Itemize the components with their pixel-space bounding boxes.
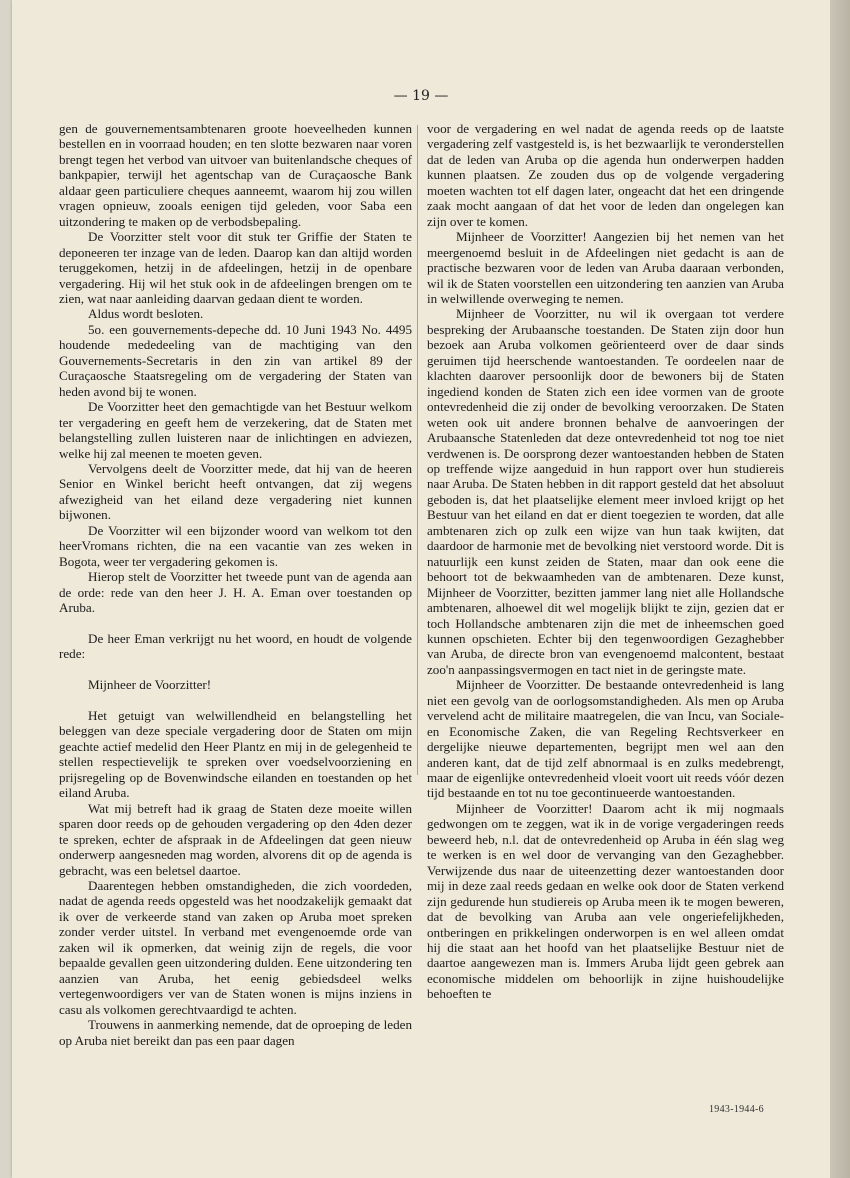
paragraph: Het getuigt van welwillendheid en belangstelling het beleggen van deze speciale vergadering door de Staten om mijn geachte actief medelid den Heer Plantz en mij in de gelegenheid te stellen respectievelijk te spreken over voedselvoorziening en prijsregeling op de Bovenwindsche eilanden en toestanden op het eiland Aruba. (59, 708, 412, 801)
paragraph: De Voorzitter heet den gemachtigde van het Bestuur welkom ter vergadering en geeft hem de verzekering, dat de Staten met belangstelling zullen luisteren naar de inlichtingen en adviezen, welke hij zal meenen te moeten geven. (59, 399, 412, 461)
paragraph: Mijnheer de Voorzitter. De bestaande ontevredenheid is lang niet een gevolg van de oorlogsomstandigheden. Als men op Aruba vervelend acht de militaire maatregelen, die van Incu, van Sociale- en Economische Zaken, die van Regeling Rechtsverkeer en dergelijke nieuwe departementen, begrijpt men wel aan den anderen kant, dat de tijd zelf abnormaal is en zulks medebrengt, maar de eigenlijke ontevredenheid vloeit voort uit reeds vóór dezen tijd bestaande en tot nu toe gecontinueerde wantoestanden. (427, 677, 784, 801)
page-edge (830, 0, 850, 1178)
paragraph: Mijnheer de Voorzitter! Aangezien bij het nemen van het meergenoemd besluit in de Afdeelingen niet gedacht is aan de practische bezwaren voor de leden van Aruba daaraan verbonden, wil ik de Staten voorstellen een uitzondering ten aanzien van Aruba in welwillende overweging te nemen. (427, 229, 784, 306)
footer-code: 1943-1944-6 (709, 1104, 764, 1115)
page-number: — 19 — (393, 88, 449, 104)
paragraph: Mijnheer de Voorzitter! (88, 677, 212, 693)
paragraph: De Voorzitter stelt voor dit stuk ter Griffie der Staten te deponeeren ter inzage van de leden. Daarop kan dan altijd worden teruggekomen, hetzij in de afdeelingen, hetzij in de openbare vergadering. Hij wil het stuk ook in de afdeelingen brengen om te zien, wat naar aanleiding daarvan gedaan dient te worden. (59, 229, 412, 306)
paragraph: gen de gouvernementsambtenaren groote hoeveelheden kunnen bestellen en in voorraad houden; en ten slotte bezwaren naar voren brengt tegen het verbod van uitvoer van buitenlandsche cheques of bankpapier, terwijl het agentschap van de Curaçaosche Bank aldaar geen particuliere cheques aanneemt, waarom hij zou willen vragen opnieuw, zooals eenigen tijd geleden, voor Saba een uitzondering te maken op de verbodsbepaling. (59, 121, 412, 229)
paragraph: 5o. een gouvernements-depeche dd. 10 Juni 1943 No. 4495 houdende mededeeling van de machtiging van den Gouvernements-Secretaris in den zin van artikel 89 der Curaçaosche Staatsregeling om de vergadering der Staten van heden avond bij te wonen. (59, 321, 412, 399)
right-column (427, 121, 784, 1002)
paragraph: De Voorzitter wil een bijzonder woord van welkom tot den heerVromans richten, die na een vacantie van zes weken in Bogota, weer ter vergadering gekomen is. (59, 522, 412, 569)
paragraph: voor de vergadering en wel nadat de agenda reeds op de laatste vergadering zelf vastgesteld is, is het bezwaarlijk te veronderstellen dat de leden van Aruba op die agenda hun onderwerpen hadden kunnen plaatsen. Ze zouden dus op de volgende vergadering moeten wachten tot elf dagen later, ongeacht dat het een dringende zaak mocht aangaan of dat het voor de leden dan ongelegen kan zijn over te komen. (427, 121, 784, 229)
left-column (59, 121, 412, 1048)
column-divider (417, 125, 418, 775)
paragraph: De heer Eman verkrijgt nu het woord, en houdt de volgende rede: (59, 630, 412, 662)
paragraph: Mijnheer de Voorzitter, nu wil ik overgaan tot verdere bespreking der Arubaansche toestanden. De Staten zijn door hun bezoek aan Aruba volkomen geörienteerd over de daar sinds geruimen tijd heerschende wantoestanden. Te oordeelen naar de klachten daarover persoonlijk door de bewoners bij de Staten ingediend konden de Staten zich een idee vormen van de groote ontevredenheid die zij onder de bevolking veroorzaken. De Staten weten ook uit andere bronnen behalve de aanvoeringen der Arubaansche Statenleden dat deze ontevredenheid tot nog toe niet verdwenen is. De oorsprong dezer wantoestanden hebben de Staten op treffende wijze aangeduid in hun rapport over hun studiereis naar Aruba. De Staten hebben in dit rapport gesteld dat het absoluut geboden is, dat het plaatselijke element meer invloed krijgt op het Bestuur van het eiland en dat er dient toegezien te worden, dat alle ambtenaren zich op zulk een wijze van hun taak kwijten, dat daardoor de harmonie met de bevolking niet verstoord worde. Dit is natuurlijk een kunst zeiden de Staten, maar dan ook eene die behoort tot de bekwaamheden van de ambtenaren. Deze kunst, Mijnheer de Voorzitter, bezitten jammer lang niet alle Hollandsche ambtenaren, alhoewel dit wel mogelijk blijkt te zijn, gezien dat er toch Hollandsche ambtenaren zijn die met de inheemschen goed kunnen opschieten. Echter bij den tegenwoordigen Gezaghebber van Aruba, de directe bron van evengenoemd malcontent, bestaat zoo'n aanpassingsvermogen en tact niet in de geringste mate. (427, 306, 784, 677)
paragraph: Wat mij betreft had ik graag de Staten deze moeite willen sparen door reeds op de gehouden vergadering op den 4den dezer te spreken, echter de afspraak in de Afdeelingen dat geen nieuw onderwerp aangesneden mag worden, alvorens dit op de agenda is gebracht, was een beletsel daartoe. (59, 800, 412, 878)
paragraph: Daarentegen hebben omstandigheden, die zich voordeden, nadat de agenda reeds opgesteld was het noodzakelijk gemaakt dat ik over de verkeerde stand van zaken op Aruba moet spreken zonder verder uitstel. In verband met evengenoemde orde van zaken wil ik opmerken, dat weinig zijn de regels, die voor bepaalde gevallen geen uitzondering dulden. Eene uitzondering ten aanzien van Aruba, het eenig gebiedsdeel welks vertegenwoordigers ver van de Staten wonen is mijns inziens in casu als volkomen gerechtvaardigd te achten. (59, 878, 412, 1017)
document-page (12, 0, 830, 1178)
paragraph: Trouwens in aanmerking nemende, dat de oproeping de leden op Aruba niet bereikt dan pas een paar dagen (59, 1017, 412, 1048)
paragraph: Mijnheer de Voorzitter! Daarom acht ik mij nogmaals gedwongen om te zeggen, wat ik in de vorige vergaderingen reeds beweerd heb, n.l. dat de ontevredenheid op Aruba in één slag weg te werken is en wel door de vervanging van den Gezaghebber. Verwijzende dus naar de uiteenzetting dezer wantoestanden door mij in deze zaal reeds gedaan en welke ook door de Staten verkend zijn gedurende hun studiereis op Aruba meen ik te mogen beweren, dat de bevolking van Aruba aan vele ongeriefelijkheden, ontberingen en prikkelingen onderworpen is en wel alleen omdat hij die staat aan het hoofd van het plaatselijke Bestuur niet de daartoe aangewezen man is. Immers Aruba lijdt geen gebrek aan economische middelen om behoorlijk in zijne huishoudelijke behoeften te (427, 800, 784, 1002)
paragraph: Vervolgens deelt de Voorzitter mede, dat hij van de heeren Senior en Winkel bericht heeft ontvangen, dat zij wegens afwezigheid van het eiland deze vergadering niet kunnen bijwonen. (59, 460, 412, 523)
paragraph: Hierop stelt de Voorzitter het tweede punt van de agenda aan de orde: rede van den heer J. H. A. Eman over toestanden op Aruba. (59, 569, 412, 616)
paragraph: Aldus wordt besloten. (88, 306, 204, 322)
